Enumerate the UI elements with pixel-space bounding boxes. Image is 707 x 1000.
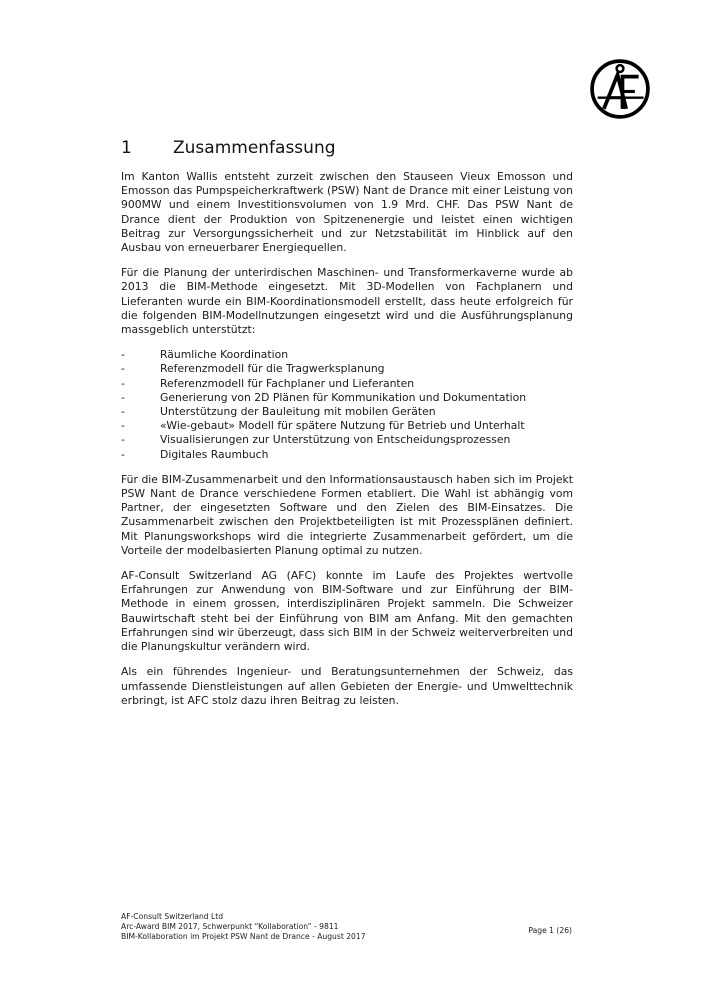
paragraph-closing: Als ein führendes Ingenieur- und Beratungsunternehmen der Schweiz, das umfassende Dienstleistungen auf allen Gebieten der Energie- und Umwelttechnik erbringt, ist AFC stolz dazu ihren Beitrag zu leisten. — [121, 665, 573, 707]
bim-usage-list — [121, 348, 573, 462]
document-body — [121, 170, 573, 719]
paragraph-experience: AF-Consult Switzerland AG (AFC) konnte im Laufe des Projektes wertvolle Erfahrungen zur Anwendung von BIM-Software und zur Einführung der BIM-Methode in einem grossen, interdisziplinären Projekt sammeln. Die Schweizer Bauwirtschaft steht bei der Einführung von BIM am Anfang. Mit den gemachten Erfahrungen sind wir überzeugt, dass sich BIM in der Schweiz weiterverbreiten und die Planungskultur verändern wird. — [121, 569, 573, 654]
list-item: - Unterstützung der Bauleitung mit mobilen Geräten — [121, 405, 573, 419]
list-item: - Referenzmodell für Fachplaner und Lieferanten — [121, 377, 573, 391]
page-footer — [121, 912, 366, 942]
list-item: - Visualisierungen zur Unterstützung von Entscheidungsprozessen — [121, 433, 573, 447]
list-item: - Räumliche Koordination — [121, 348, 573, 362]
af-logo-icon — [589, 58, 651, 120]
section-title: Zusammenfassung — [173, 138, 336, 158]
list-item: - Generierung von 2D Plänen für Kommunikation und Dokumentation — [121, 391, 573, 405]
list-item: - Referenzmodell für die Tragwerksplanung — [121, 362, 573, 376]
list-item: - Digitales Raumbuch — [121, 448, 573, 462]
footer-company: AF-Consult Switzerland Ltd — [121, 912, 224, 921]
section-number: 1 — [121, 138, 132, 158]
paragraph-planning: Für die Planung der unterirdischen Maschinen- und Transformerkaverne wurde ab 2013 die BIM-Methode eingesetzt. Mit 3D-Modellen von Fachplanern und Lieferanten wurde ein BIM-Koordinationsmodell erstellt, dass heute erfolgreich für die folgenden BIM-Modellnutzungen eingesetzt wird und die Ausführungsplanung massgeblich unterstützt: — [121, 266, 573, 337]
paragraph-collaboration: Für die BIM-Zusammenarbeit und den Informationsaustausch haben sich im Projekt PSW Nant de Drance verschiedene Formen etabliert. Die Wahl ist abhängig vom Partner, der eingesetzten Software und den Zielen des BIM-Einsatzes. Die Zusammenarbeit zwischen den Projektbeteiligten ist mit Prozessplänen definiert. Mit Planungsworkshops wird die integrierte Zusammenarbeit gefördert, um die Vorteile der modelbasierten Planung optimal zu nutzen. — [121, 472, 573, 557]
footer-award-line: Arc-Award BIM 2017, Schwerpunkt “Kollaboration” - 9811 — [121, 922, 339, 931]
list-item: - «Wie-gebaut» Modell für spätere Nutzung für Betrieb und Unterhalt — [121, 419, 573, 433]
paragraph-intro: Im Kanton Wallis entsteht zurzeit zwischen den Stauseen Vieux Emosson und Emosson das Pumpspeicherkraftwerk (PSW) Nant de Drance mit einer Leistung von 900MW und einem Investitionsvolumen von 1.9 Mrd. CHF. Das PSW Nant de Drance dient der Produktion von Spitzenenergie und leistet einen wichtigen Beitrag zur Versorgungssicherheit und zur Netzstabilität im Hinblick auf den Ausbau von erneuerbarer Energiequellen. — [121, 170, 573, 255]
section-heading — [121, 138, 336, 158]
footer-document-line: BIM-Kollaboration im Projekt PSW Nant de Drance - August 2017 — [121, 932, 366, 941]
page-number: Page 1 (26) — [528, 926, 572, 935]
